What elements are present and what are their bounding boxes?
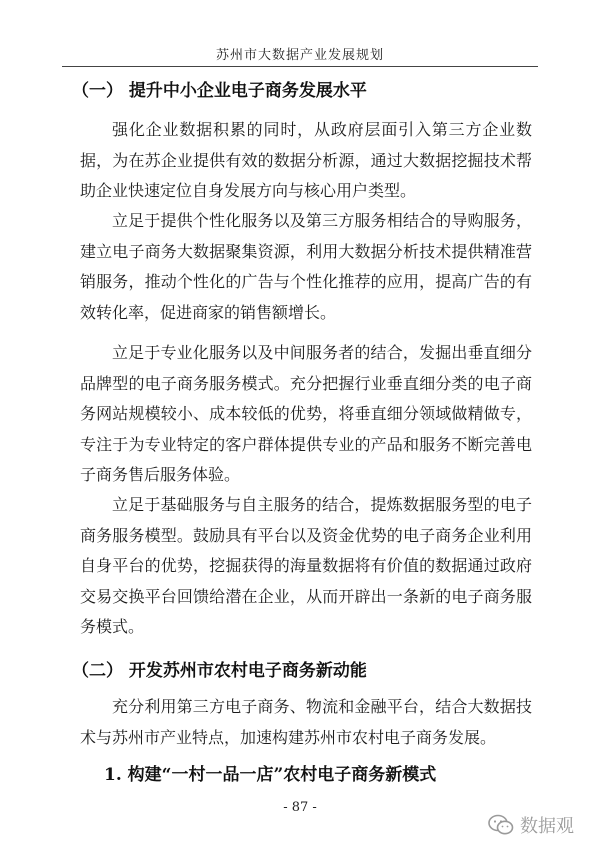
paragraph-4: 立足于基础服务与自主服务的结合，提炼数据服务型的电子商务服务模型。鼓励具有平台以及资金优势的电子商务企业利用自身平台的优势，挖掘获得的海量数据将有价值的数据通过政府交易交换平台回馈给潜在企业，从而开辟出一条新的电子商务服务模式。 xyxy=(80,495,532,636)
wechat-icon xyxy=(488,814,514,836)
page-number: - 87 - xyxy=(283,800,317,815)
section-heading-1: （一） 提升中小企业电子商务发展水平 xyxy=(72,81,367,101)
paragraph-2: 立足于提供个性化服务以及第三方服务相结合的导购服务，建立电子商务大数据聚集资源，利用大数据分析技术提供精准营销服务，推动个性化的广告与个性化推荐的应用，提高广告的有效转化率，促进商家的销售额增长。 xyxy=(80,211,532,322)
header-rule xyxy=(62,66,538,67)
paragraph-1: 强化企业数据积累的同时，从政府层面引入第三方企业数据，为在苏企业提供有效的数据分析源，通过大数据挖掘技术帮助企业快速定位自身发展方向与核心用户类型。 xyxy=(80,120,532,200)
paragraph-5: 充分利用第三方电子商务、物流和金融平台，结合大数据技术与苏州市产业特点，加速构建苏州市农村电子商务发展。 xyxy=(80,697,532,747)
watermark xyxy=(488,812,574,838)
running-header: 苏州市大数据产业发展规划 xyxy=(215,48,384,63)
watermark-text: 数据观 xyxy=(520,816,574,837)
paragraph-3: 立足于专业化服务以及中间服务者的结合，发掘出垂直细分品牌型的电子商务服务模式。充分把握行业垂直细分类的电子商务网站规模较小、成本较低的优势，将垂直细分领域做精做专，专注于为专业特定的客户群体提供专业的产品和服务不断完善电子商务售后服务体验。 xyxy=(80,343,532,484)
sub-heading: 1. 构建“一村一品一店”农村电子商务新模式 xyxy=(104,765,437,785)
section-heading-2: （二） 开发苏州市农村电子商务新动能 xyxy=(72,661,367,681)
